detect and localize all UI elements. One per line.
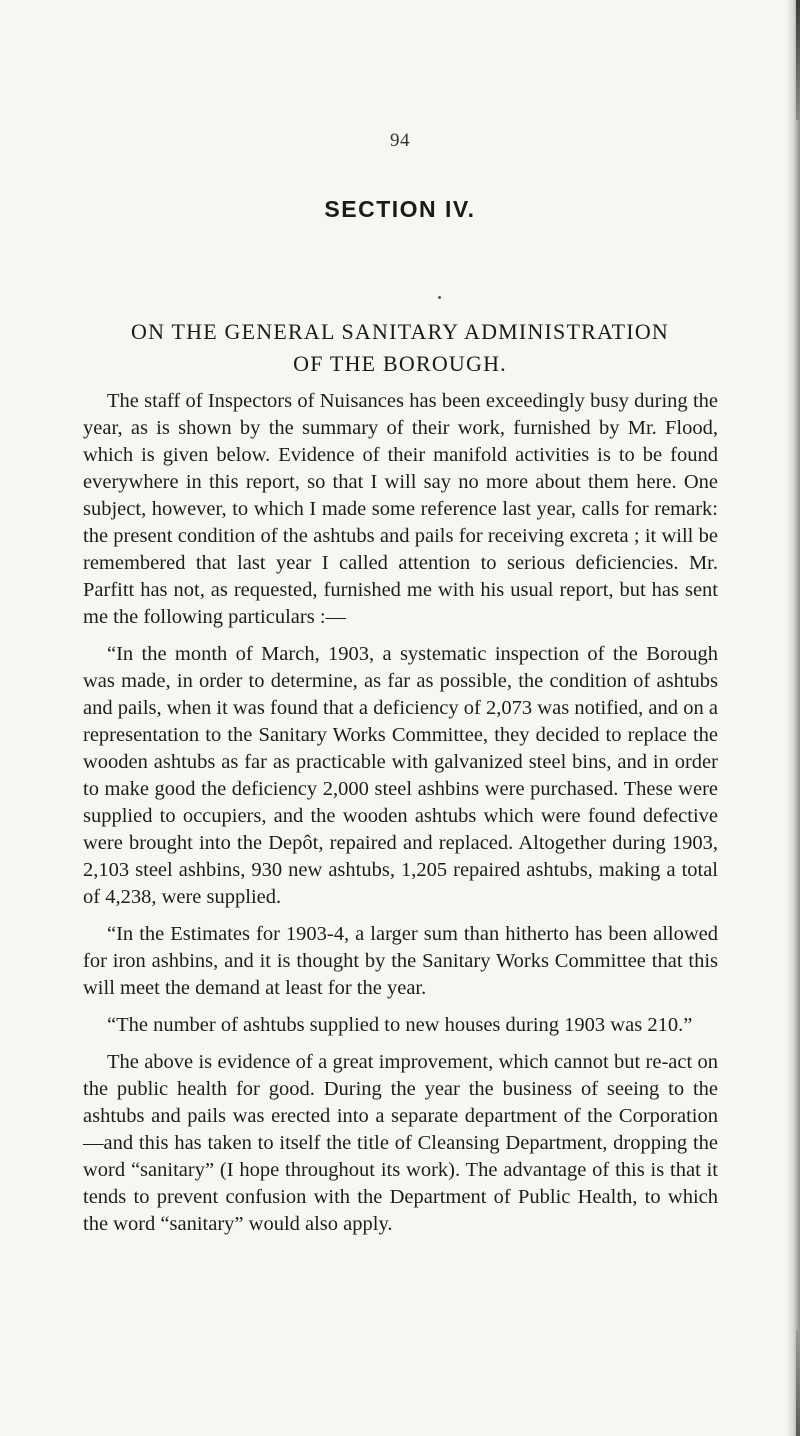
paragraph-3: “In the Estimates for 1903-4, a larger sum than hitherto has been allowed for iron ashbins, and it is thought by the Sanitary Works Committee that this will meet the demand at least for the year.: [83, 923, 718, 999]
page-edge-top: [796, 0, 800, 120]
paragraph-4: “The number of ashtubs supplied to new houses during 1903 was 210.”: [107, 1014, 693, 1036]
section-title: [0, 316, 800, 380]
print-speck: [438, 296, 441, 299]
section-title-line-1: ON THE GENERAL SANITARY ADMINISTRATION: [130, 319, 669, 344]
paragraph-2: “In the month of March, 1903, a systematic inspection of the Borough was made, in order to determine, as far as possible, the condition of ashtubs and pails, when it was found that a deficiency of 2,073 was notified, and on a representation to the Sanitary Works Committee, they decided to replace the wooden ashtubs as far as practicable with galvanized steel bins, and in order to make good the deficiency 2,000 steel ashbins were purchased. These were supplied to occupiers, and the wooden ashtubs which were found defective were brought into the Depôt, repaired and replaced. Altogether during 1903, 2,103 steel ashbins, 930 new ashtubs, 1,205 repaired ashtubs, making a total of 4,238, were supplied.: [83, 643, 718, 908]
page-edge-bottom: [796, 1330, 800, 1436]
page-number: 94: [390, 130, 410, 151]
paragraph-1: The staff of Inspectors of Nuisances has been exceedingly busy during the year, as is shown by the summary of their work, furnished by Mr. Flood, which is given below. Evidence of their manifold activities is to be found everywhere in this report, so that I will say no more about them here. One subject, however, to which I made some reference last year, calls for remark: the present condition of the ashtubs and pails for receiving excreta ; it will be remembered that last year I called attention to serious deficiencies. Mr. Parfitt has not, as requested, furnished me with his usual report, but has sent me the following particulars :—: [83, 390, 718, 628]
section-heading: SECTION IV.: [324, 196, 476, 222]
paragraph-5: The above is evidence of a great improvement, which cannot but re-act on the public health for good. During the year the business of seeing to the ashtubs and pails was erected into a separate department of the Corporation—and this has taken to itself the title of Cleansing Department, dropping the word “sanitary” (I hope throughout its work). The advantage of this is that it tends to prevent confusion with the Department of Public Health, to which the word “sanitary” would also apply.: [83, 1051, 718, 1235]
section-title-line-2: OF THE BOROUGH.: [293, 351, 507, 376]
body-text: [83, 388, 718, 1248]
